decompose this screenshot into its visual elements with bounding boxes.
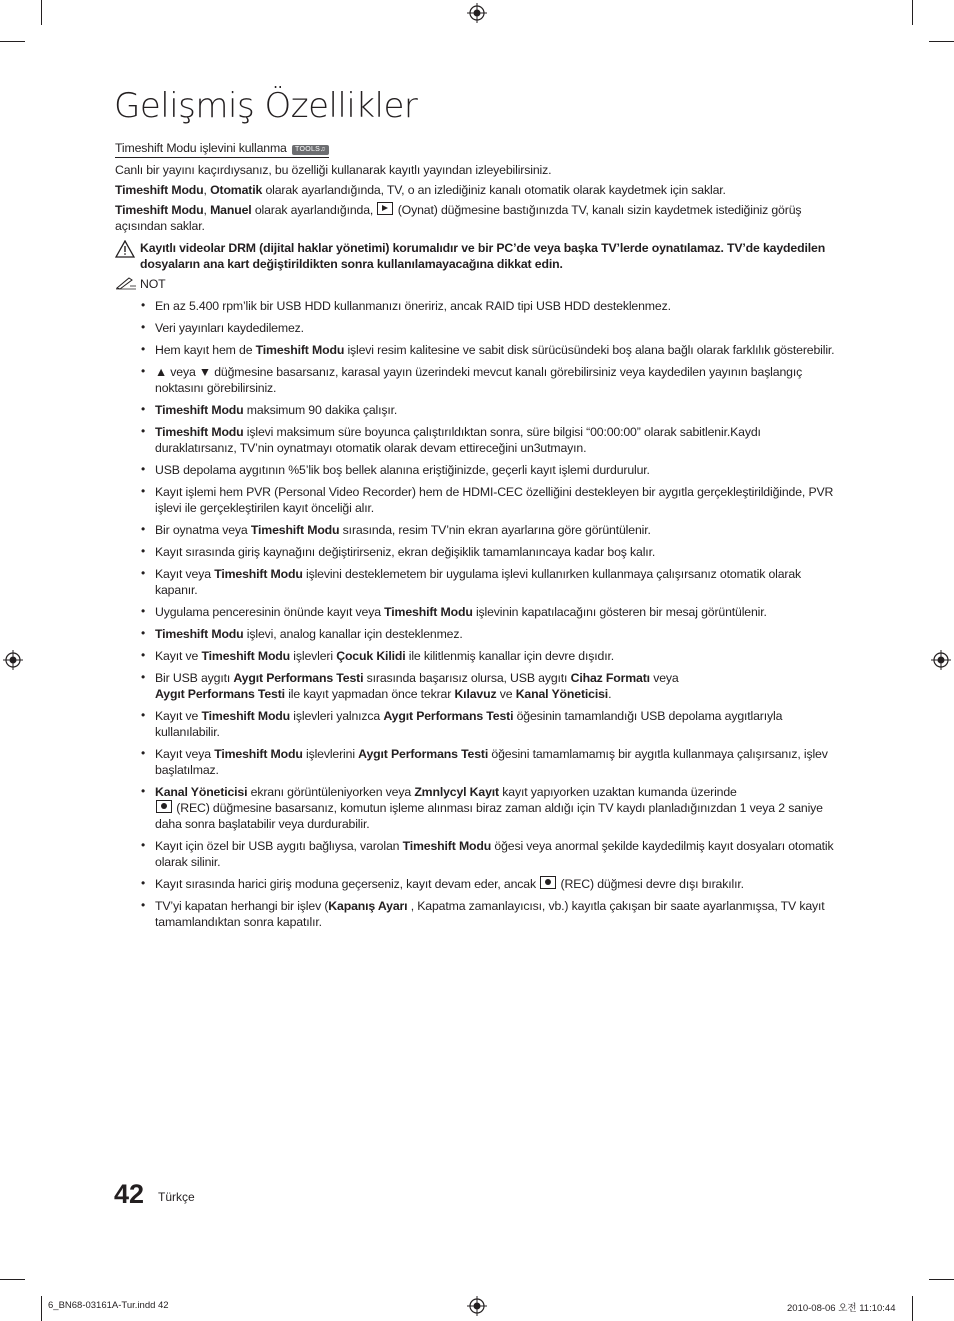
list-item: • Kayıt ve Timeshift Modu işlevleri Çocuk Kilidi ile kilitlenmiş kanallar için devre dışıdır. (115, 648, 839, 664)
paragraph: Canlı bir yayını kaçırdıysanız, bu özelliği kullanarak kayıtlı yayından izleyebilirsiniz. (115, 163, 552, 177)
warning-icon (115, 240, 135, 258)
play-button-icon (377, 202, 393, 215)
list-item: • ▲ veya ▼ düğmesine basarsanız, karasal yayın üzerindeki mevcut kanalı görebilirsiniz veya kaydedilen yayının başlangıç noktasını görebilirsiniz. (115, 364, 839, 396)
crop-mark (929, 1279, 954, 1280)
rec-button-icon (156, 800, 172, 813)
list-item: • Veri yayınları kaydedilemez. (115, 320, 839, 336)
section-heading (115, 140, 329, 158)
main-content (115, 140, 839, 936)
section-heading-text: Timeshift Modu işlevini kullanma (115, 141, 287, 155)
list-item: • Kayıt için özel bir USB aygıtı bağlıysa, varolan Timeshift Modu öğesi veya anormal şekilde kaydedilmiş kayıt dosyaları otomatik olarak silinir. (115, 838, 839, 870)
list-item: • Bir oynatma veya Timeshift Modu sırasında, resim TV’nin ekran ayarlarına göre görüntülenir. (115, 522, 839, 538)
page-title: Gelişmiş Özellikler (114, 86, 418, 126)
list-item: • Kayıt veya Timeshift Modu işlevlerini Aygıt Performans Testi öğesini tamamlamamış bir aygıtla kullanmaya çalışırsanız, işlev başlatılmaz. (115, 746, 839, 778)
caution-notice: Kayıtlı videolar DRM (dijital haklar yönetimi) korumalıdır ve bir PC’de veya başka TV’lerde oynatılamaz. TV’de kaydedilen dosyaların ana kart değiştirildikten sonra kullanılamayacağına dikkat edin. (115, 240, 839, 272)
registration-mark-icon (467, 3, 487, 23)
page-language: Türkçe (158, 1190, 195, 1204)
list-item: • Kayıt veya Timeshift Modu işlevini desteklemetem bir uygulama işlevi kullanırken kullanmaya çalışırsanız otomatik olarak kapanır. (115, 566, 839, 598)
list-item: • Bir USB aygıtı Aygıt Performans Testi sırasında başarısız olursa, USB aygıtı Cihaz Formatı veya Aygıt Performans Testi ile kayıt yapmadan önce tekrar Kılavuz ve Kanal Yöneticisi. (115, 670, 839, 702)
list-item: • TV’yi kapatan herhangi bir işlev (Kapanış Ayarı , Kapatma zamanlayıcısı, vb.) kayıtla çakışan bir saate ayarlanmışsa, TV kayıt tamamlandıktan sonra kapatılır. (115, 898, 839, 930)
paragraph: Timeshift Modu, Otomatik olarak ayarlandığında, TV, o an izlediğiniz kanalı otomatik olarak kaydetmek için saklar. (115, 183, 726, 197)
list-item: • Timeshift Modu işlevi, analog kanallar için desteklenmez. (115, 626, 839, 642)
list-item: • Kanal Yöneticisi ekranı görüntüleniyorken veya Zmnlycyl Kayıt kayıt yapıyorken uzaktan kumanda üzerinde (REC) düğmesine basarsanız, komutun işleme alınması biraz zaman aldığı için TV kaydı planladığınızdan 1 veya 2 saniye daha sonra başlatabilir veya durdurabilir. (115, 784, 839, 832)
footer-file-info: 6_BN68-03161A-Tur.indd 42 (48, 1300, 169, 1311)
list-item: • Kayıt sırasında giriş kaynağını değiştirirseniz, ekran değişiklik tamamlanıncaya kadar boş kalır. (115, 544, 839, 560)
crop-mark (41, 1296, 42, 1321)
list-item: • Kayıt sırasında harici giriş moduna geçerseniz, kayıt devam eder, ancak (REC) düğmesi devre dışı bırakılır. (115, 876, 839, 892)
crop-mark (912, 1296, 913, 1321)
page-number: 42 (114, 1179, 145, 1209)
list-item: • Hem kayıt hem de Timeshift Modu işlevi resim kalitesine ve sabit disk sürücüsündeki boş alana bağlı olarak farklılık gösterebilir. (115, 342, 839, 358)
crop-mark (0, 41, 25, 42)
rec-button-icon (540, 876, 556, 889)
registration-mark-icon (467, 1296, 487, 1316)
list-item: • Timeshift Modu maksimum 90 dakika çalışır. (115, 402, 839, 418)
list-item: • Timeshift Modu işlevi maksimum süre boyunca çalıştırıldıktan sonra, süre bilgisi “00:00:00” olarak sabitlenir.Kaydı duraklatırsanız, TV’nin oynatmayı otomatik olarak devam ettireceğini un3utmayın. (115, 424, 839, 456)
list-item: • En az 5.400 rpm’lik bir USB HDD kullanmanızı öneririz, ancak RAID tipi USB HDD desteklenmez. (115, 298, 839, 314)
pencil-note-icon (115, 276, 137, 290)
registration-mark-icon (3, 650, 23, 670)
crop-mark (912, 0, 913, 25)
paragraph: Timeshift Modu, Manuel olarak ayarlandığında, (Oynat) düğmesine bastığınızda TV, kanalı sizin kaydetmek istediğiniz görüş açısından saklar. (115, 203, 802, 233)
crop-mark (41, 0, 42, 25)
list-item: • Kayıt ve Timeshift Modu işlevleri yalnızca Aygıt Performans Testi öğesinin tamamlandığı USB depolama aygıtlarıyla kullanılabilir. (115, 708, 839, 740)
list-item: • USB depolama aygıtının %5’lik boş bellek alanına eriştiğinizde, geçerli kayıt işlemi durdurulur. (115, 462, 839, 478)
crop-mark (929, 41, 954, 42)
note-list (115, 298, 839, 930)
registration-mark-icon (931, 650, 951, 670)
list-item: • Kayıt işlemi hem PVR (Personal Video Recorder) hem de HDMI-CEC özelliğini destekleyen bir aygıtla gerçekleştirildiğinde, PVR işlevi ile gerçekleştirilen kayıt önceliği alır. (115, 484, 839, 516)
list-item: • Uygulama penceresinin önünde kayıt veya Timeshift Modu işlevinin kapatılacağını gösteren bir mesaj görüntülenir. (115, 604, 839, 620)
footer-timestamp: 2010-08-06 오전 11:10:44 (787, 1303, 896, 1314)
crop-mark (0, 1279, 25, 1280)
note-header: NOT (115, 276, 839, 292)
tools-badge: TOOLS♫ (292, 145, 329, 155)
